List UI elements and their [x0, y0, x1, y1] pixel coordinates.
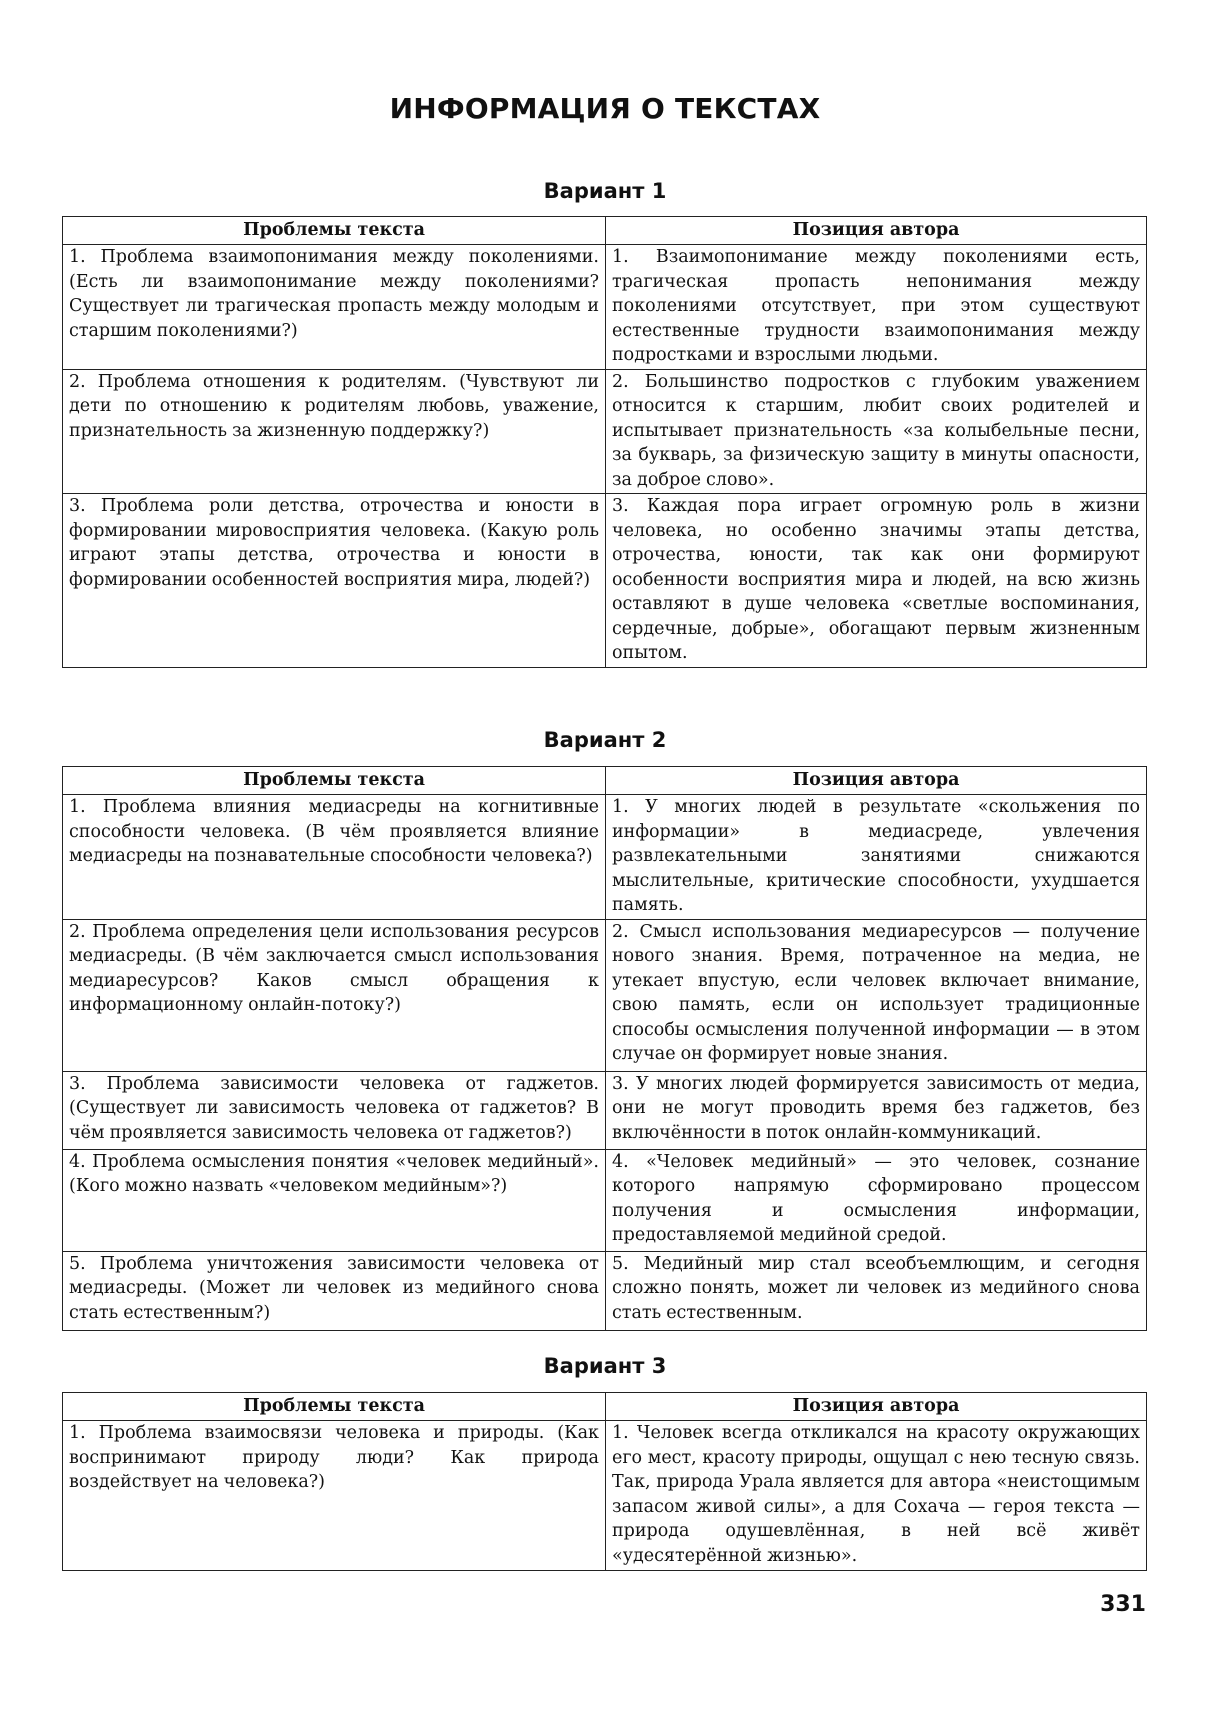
author-position-cell: 5. Медийный мир стал всеобъемлющим, и сегодня сложно понять, может ли человек из медийного снова стать естественным. — [606, 1251, 1147, 1330]
table-row — [63, 1071, 1147, 1149]
table-header-row — [63, 767, 1147, 795]
author-position-cell: 2. Большинство подростков с глубоким уважением относится к старшим, любит своих родителей и испытывает признательность «за колыбельные песни, за букварь, за физическую защиту в минуты опасности, за доброе слово». — [606, 369, 1147, 494]
variant-2-heading: Вариант 2 — [543, 728, 667, 752]
variant-1-table — [62, 216, 1147, 668]
author-position-cell: 2. Смысл использования медиаресурсов — получение нового знания. Время, потраченное на медиа, не утекает впустую, если человек включает внимание, свою память, если он использует традиционные способы осмысления полученной информации — в этом случае он формирует новые знания. — [606, 919, 1147, 1071]
column-header-problems: Проблемы текста — [63, 1393, 606, 1421]
problem-cell: 3. Проблема зависимости человека от гаджетов. (Существует ли зависимость человека от гаджетов? В чём проявляется зависимость человека от гаджетов?) — [63, 1071, 606, 1149]
page-title: ИНФОРМАЦИЯ О ТЕКСТАХ — [389, 92, 821, 125]
problem-cell: 3. Проблема роли детства, отрочества и юности в формировании мировосприятия человека. (Какую роль играют этапы детства, отрочества и юности в формировании особенностей восприятия мира, людей?) — [63, 494, 606, 668]
table-row — [63, 369, 1147, 494]
author-position-cell: 3. У многих людей формируется зависимость от медиа, они не могут проводить время без гаджетов, без включённости в поток онлайн-коммуникаций. — [606, 1071, 1147, 1149]
author-position-cell: 4. «Человек медийный» — это человек, сознание которого напрямую сформировано процессом получения и осмысления информации, предоставляемой медийной средой. — [606, 1149, 1147, 1251]
problem-cell: 4. Проблема осмысления понятия «человек медийный». (Кого можно назвать «человеком медийным»?) — [63, 1149, 606, 1251]
table-row — [63, 795, 1147, 920]
table-row — [63, 494, 1147, 668]
problem-cell: 1. Проблема взаимосвязи человека и природы. (Как воспринимают природу люди? Как природа воздействует на человека?) — [63, 1421, 606, 1571]
table-row — [63, 1251, 1147, 1330]
problem-cell: 1. Проблема взаимопонимания между поколениями. (Есть ли взаимопонимание между поколениями? Существует ли трагическая пропасть между молодым и старшим поколениями?) — [63, 245, 606, 370]
author-position-cell: 3. Каждая пора играет огромную роль в жизни человека, но особенно значимы этапы детства, отрочества, юности, так как они формируют особенности восприятия мира и людей, на всю жизнь оставляют в душе человека «светлые воспоминания, сердечные, добрые», обогащают первым жизненным опытом. — [606, 494, 1147, 668]
column-header-problems: Проблемы текста — [63, 217, 606, 245]
column-header-author-position: Позиция автора — [606, 767, 1147, 795]
table-row — [63, 245, 1147, 370]
column-header-author-position: Позиция автора — [606, 217, 1147, 245]
problem-cell: 1. Проблема влияния медиасреды на когнитивные способности человека. (В чём проявляется влияние медиасреды на познавательные способности человека?) — [63, 795, 606, 920]
author-position-cell: 1. Человек всегда откликался на красоту окружающих его мест, красоту природы, ощущал с нею тесную связь. Так, природа Урала является для автора «неистощимым запасом живой силы», а для Сохача — героя текста — природа одушевлённая, в ней всё живёт «удесятерённой жизнью». — [606, 1421, 1147, 1571]
variant-1-heading: Вариант 1 — [543, 179, 667, 203]
problem-cell: 5. Проблема уничтожения зависимости человека от медиасреды. (Может ли человек из медийного снова стать естественным?) — [63, 1251, 606, 1330]
page-number: 331 — [1100, 1592, 1146, 1617]
author-position-cell: 1. У многих людей в результате «скольжения по информации» в медиасреде, увлечения развлекательными занятиями снижаются мыслительные, критические способности, ухудшается память. — [606, 795, 1147, 920]
column-header-problems: Проблемы текста — [63, 767, 606, 795]
problem-cell: 2. Проблема определения цели использования ресурсов медиасреды. (В чём заключается смысл использования медиаресурсов? Каков смысл обращения к информационному онлайн-потоку?) — [63, 919, 606, 1071]
table-row — [63, 1421, 1147, 1571]
author-position-cell: 1. Взаимопонимание между поколениями есть, трагическая пропасть непонимания между поколениями отсутствует, при этом существуют естественные трудности взаимопонимания между подростками и взрослыми людьми. — [606, 245, 1147, 370]
table-row — [63, 1149, 1147, 1251]
problem-cell: 2. Проблема отношения к родителям. (Чувствуют ли дети по отношению к родителям любовь, уважение, признательность за жизненную поддержку?) — [63, 369, 606, 494]
table-header-row — [63, 217, 1147, 245]
table-header-row — [63, 1393, 1147, 1421]
variant-3-heading: Вариант 3 — [543, 1354, 667, 1378]
variant-2-table — [62, 766, 1147, 1331]
variant-3-table — [62, 1392, 1147, 1571]
column-header-author-position: Позиция автора — [606, 1393, 1147, 1421]
table-row — [63, 919, 1147, 1071]
